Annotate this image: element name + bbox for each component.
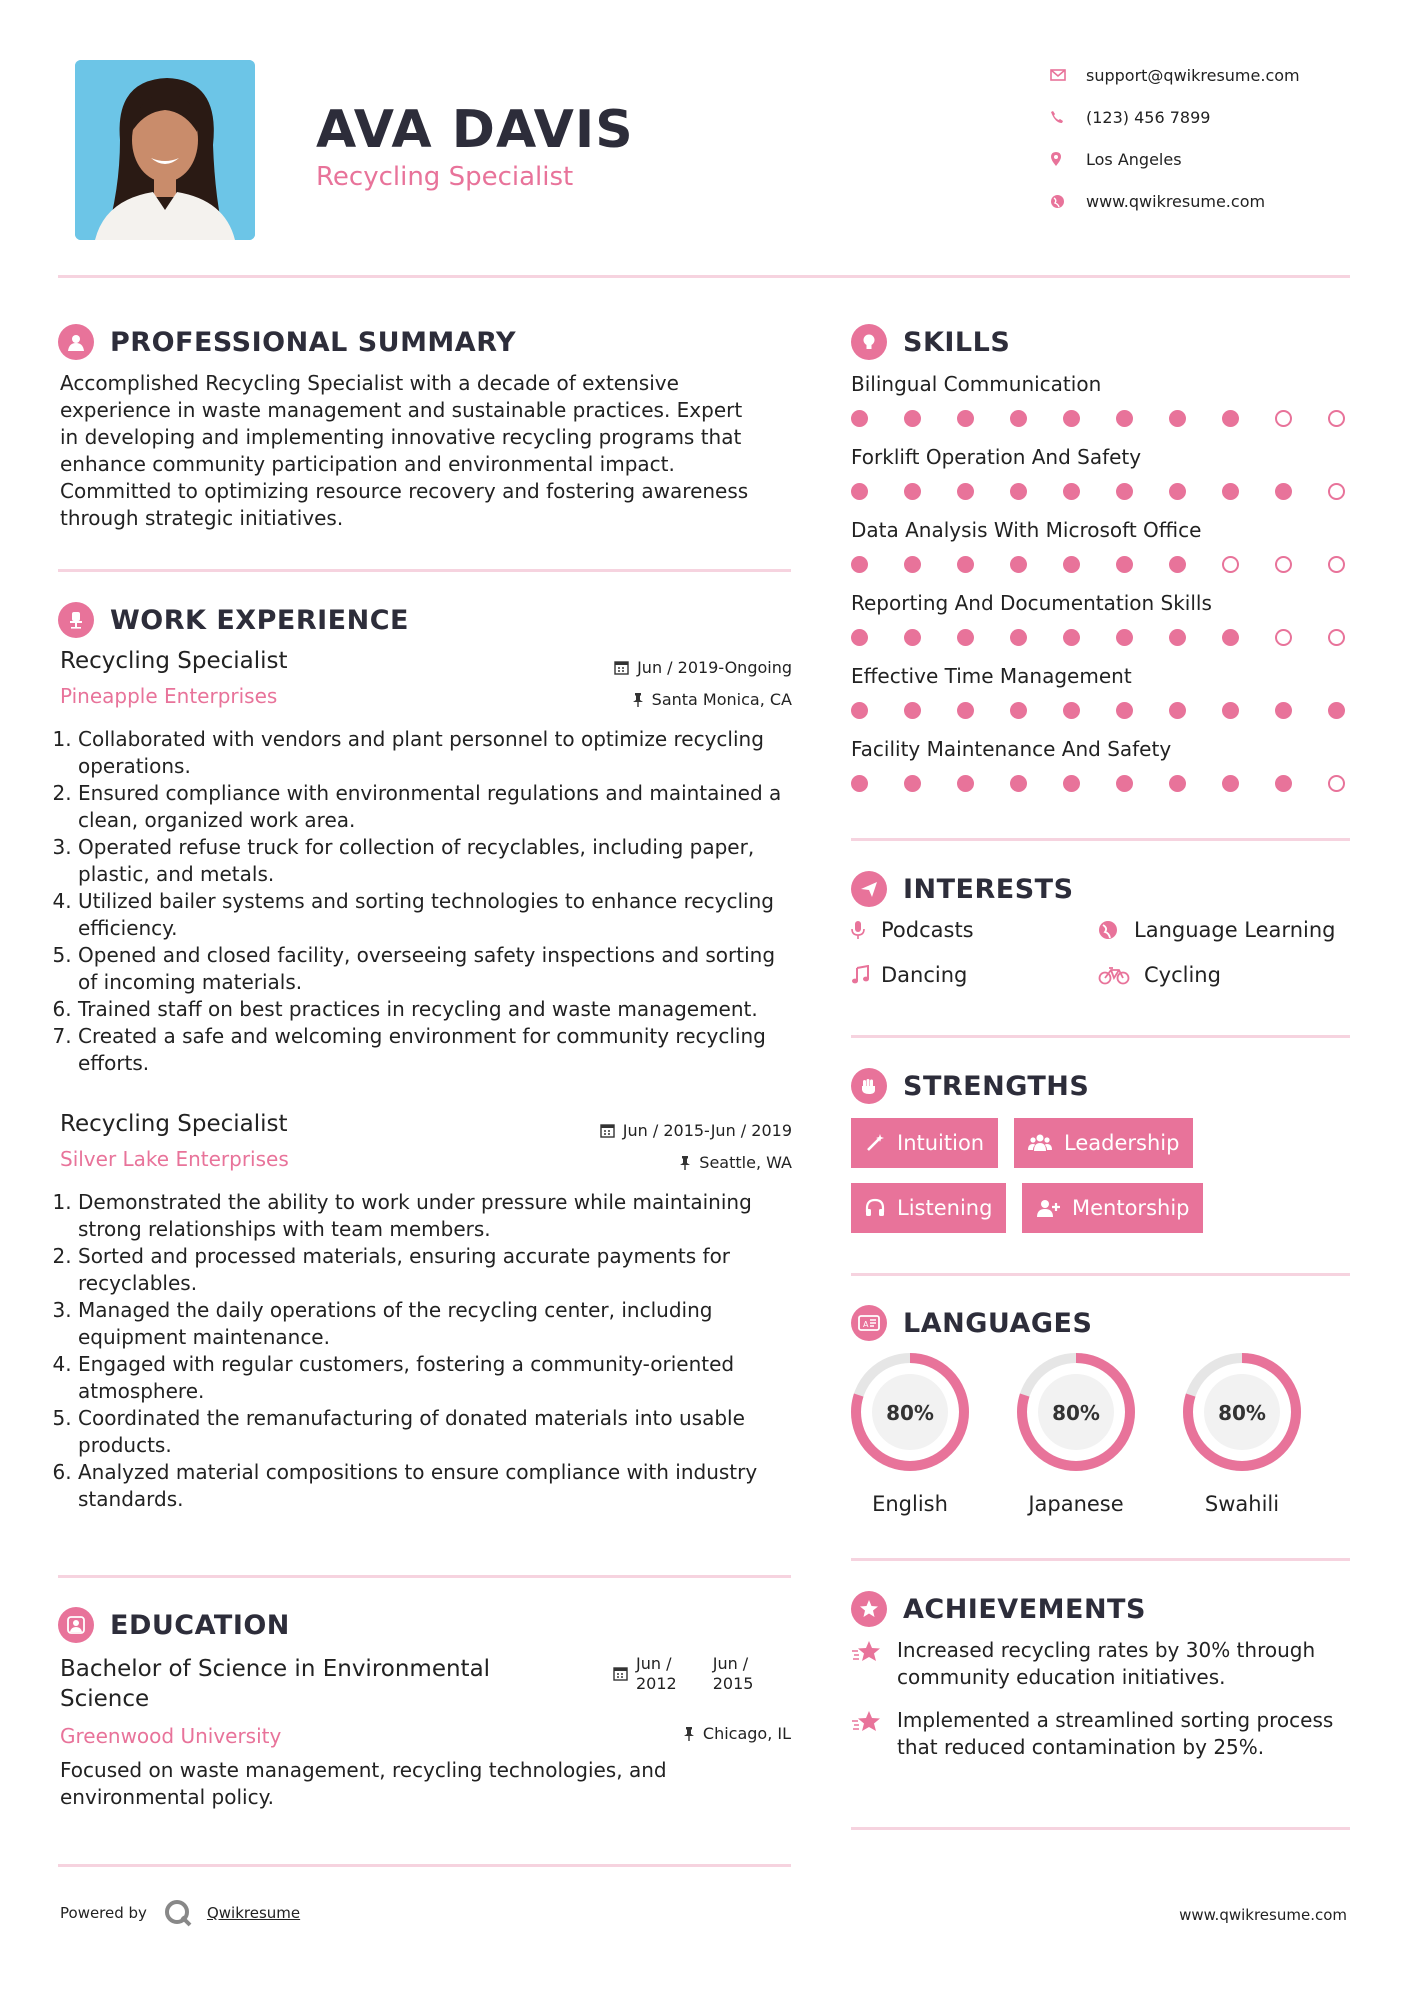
user-plus-icon xyxy=(1036,1198,1060,1218)
skill-dot xyxy=(957,483,974,500)
globe-icon xyxy=(1050,194,1086,209)
skill-dot xyxy=(1275,483,1292,500)
skill-item xyxy=(851,372,1351,430)
skill-dot xyxy=(1328,702,1345,719)
job-role: Recycling Specialist xyxy=(60,648,288,674)
language-percent: 80% xyxy=(1052,1401,1100,1425)
calendar-icon xyxy=(614,660,629,675)
language-name: English xyxy=(872,1492,948,1516)
skill-dot xyxy=(1222,483,1239,500)
star-icon xyxy=(851,1707,897,1761)
svg-text:A: A xyxy=(863,1320,869,1329)
job-entry xyxy=(60,648,792,1077)
degree-line: Bachelor of Science in Environmental xyxy=(60,1656,491,1682)
skill-dot xyxy=(851,775,868,792)
skill-dot xyxy=(1063,702,1080,719)
strength-tag xyxy=(851,1118,998,1168)
skill-dot xyxy=(1063,629,1080,646)
job-location xyxy=(679,1153,792,1172)
strength-label: Leadership xyxy=(1064,1131,1180,1155)
job-company: Silver Lake Enterprises xyxy=(60,1147,289,1171)
skill-dot xyxy=(1116,775,1133,792)
job-bullet: 6. Trained staff on best practices in recycling and waste management. xyxy=(78,996,792,1023)
profile-photo xyxy=(75,60,255,240)
skill-dot xyxy=(1063,410,1080,427)
summary-line: Committed to optimizing resource recovery and fostering awareness xyxy=(60,479,749,503)
date-part: 2015 xyxy=(712,1674,754,1693)
skill-dot xyxy=(1116,410,1133,427)
magic-wand-icon xyxy=(865,1133,885,1153)
contact-email[interactable] xyxy=(1050,54,1350,96)
contact-phone[interactable] xyxy=(1050,96,1350,138)
summary-heading: PROFESSIONAL SUMMARY xyxy=(110,326,517,358)
skill-name: Data Analysis With Microsoft Office xyxy=(851,518,1202,542)
contact-phone-text: (123) 456 7899 xyxy=(1086,107,1211,127)
contact-email-text: support@qwikresume.com xyxy=(1086,65,1300,85)
contact-website-text: www.qwikresume.com xyxy=(1086,191,1266,211)
language-progress-ring xyxy=(1180,1350,1304,1474)
skill-item xyxy=(851,664,1351,722)
skill-name: Facility Maintenance And Safety xyxy=(851,737,1172,761)
strength-label: Mentorship xyxy=(1072,1196,1190,1220)
footer-website[interactable]: www.qwikresume.com xyxy=(1179,1906,1347,1924)
language-percent: 80% xyxy=(1218,1401,1266,1425)
interest-label: Podcasts xyxy=(881,918,974,942)
achievement-text: Implemented a streamlined sorting process that reduced contamination by 25%. xyxy=(897,1708,1334,1759)
skill-rating xyxy=(851,702,1351,722)
skill-rating xyxy=(851,410,1351,430)
contact-location xyxy=(1050,138,1350,180)
skill-dot xyxy=(1169,629,1186,646)
education-section-header xyxy=(58,1607,290,1643)
skill-dot xyxy=(851,483,868,500)
group-icon xyxy=(1028,1133,1052,1153)
skill-dot xyxy=(1116,629,1133,646)
summary-text xyxy=(60,370,800,532)
summary-line: experience in waste management and sustainable practices. Expert xyxy=(60,398,743,422)
job-location-text: Santa Monica, CA xyxy=(651,690,792,709)
skill-dot xyxy=(1010,410,1027,427)
skill-dot xyxy=(1275,629,1292,646)
skill-dot xyxy=(1010,483,1027,500)
skill-dot xyxy=(904,629,921,646)
languages-heading: LANGUAGES xyxy=(903,1307,1093,1339)
work-heading: WORK EXPERIENCE xyxy=(110,604,409,636)
skill-dot xyxy=(1328,483,1345,500)
strength-label: Listening xyxy=(897,1196,993,1220)
skill-dot xyxy=(1169,410,1186,427)
languages-section-header xyxy=(851,1305,1092,1341)
skill-dot xyxy=(1169,775,1186,792)
job-bullet: 3. Managed the daily operations of the recycling center, including equipment maintenance. xyxy=(78,1297,792,1351)
job-bullet: 1. Demonstrated the ability to work under pressure while maintaining strong relationships with team members. xyxy=(78,1189,792,1243)
skill-dot xyxy=(1275,702,1292,719)
headphones-icon xyxy=(865,1198,885,1218)
skill-dot xyxy=(1063,775,1080,792)
achievements-heading: ACHIEVEMENTS xyxy=(903,1593,1146,1625)
job-bullets xyxy=(60,726,792,1077)
skill-dot xyxy=(904,775,921,792)
strength-tag xyxy=(851,1183,1006,1233)
pushpin-icon xyxy=(679,1155,691,1170)
language-card-icon xyxy=(851,1305,887,1341)
education-school: Greenwood University xyxy=(60,1724,282,1748)
job-dates xyxy=(614,658,792,677)
language-progress-ring xyxy=(848,1350,972,1474)
interests-heading: INTERESTS xyxy=(903,873,1074,905)
user-icon xyxy=(58,324,94,360)
language-item xyxy=(1180,1350,1304,1516)
pushpin-icon xyxy=(683,1726,695,1741)
briefcase-chair-icon xyxy=(58,602,94,638)
skill-dot xyxy=(1010,556,1027,573)
summary-line: in developing and implementing innovative recycling programs that xyxy=(60,425,742,449)
interest-item xyxy=(851,918,974,942)
skill-dot xyxy=(1010,629,1027,646)
education-end-date xyxy=(713,1654,754,1694)
skill-dot xyxy=(1275,556,1292,573)
skill-dot xyxy=(1328,410,1345,427)
microphone-icon xyxy=(851,920,879,940)
language-item xyxy=(1014,1350,1138,1516)
graduate-icon xyxy=(58,1607,94,1643)
envelope-icon xyxy=(1050,69,1086,81)
strengths-divider xyxy=(851,1273,1350,1276)
job-bullet: 6. Analyzed material compositions to ensure compliance with industry standards. xyxy=(78,1459,792,1513)
skill-dot xyxy=(1116,483,1133,500)
powered-by-label: Powered by xyxy=(60,1904,147,1922)
qwikresume-logo-icon xyxy=(163,1898,193,1928)
strength-label: Intuition xyxy=(897,1131,985,1155)
language-name: Japanese xyxy=(1028,1492,1124,1516)
strength-tag xyxy=(1014,1118,1193,1168)
job-bullet: 7. Created a safe and welcoming environment for community recycling efforts. xyxy=(78,1023,792,1077)
summary-line: enhance community participation and environmental impact. xyxy=(60,452,675,476)
skill-dot xyxy=(1116,702,1133,719)
location-pin-icon xyxy=(1050,151,1086,167)
calendar-icon xyxy=(600,1123,615,1138)
achievement-item xyxy=(851,1637,1351,1691)
lightbulb-icon xyxy=(851,324,887,360)
skill-item xyxy=(851,591,1351,649)
job-bullet: 3. Operated refuse truck for collection of recyclables, including paper, plastic, and metals. xyxy=(78,834,792,888)
strengths-heading: STRENGTHS xyxy=(903,1070,1090,1102)
job-dates xyxy=(600,1121,792,1140)
skill-dot xyxy=(1222,702,1239,719)
music-note-icon xyxy=(851,965,879,985)
skill-dot xyxy=(1328,775,1345,792)
skill-dot xyxy=(957,702,974,719)
skill-dot xyxy=(904,483,921,500)
education-location xyxy=(683,1724,791,1743)
qwikresume-link[interactable]: Qwikresume xyxy=(206,1904,301,1922)
education-degree xyxy=(60,1654,580,1714)
skill-dot xyxy=(1222,410,1239,427)
date-part: Jun / xyxy=(636,1654,672,1673)
achievements-divider xyxy=(851,1827,1350,1830)
skill-dot xyxy=(957,410,974,427)
candidate-name: AVA DAVIS xyxy=(316,100,634,160)
skill-dot xyxy=(1010,775,1027,792)
globe-icon xyxy=(1098,920,1132,940)
achievements-section-header xyxy=(851,1591,1146,1627)
contact-list xyxy=(1050,54,1350,222)
job-location xyxy=(632,690,792,709)
skill-dot xyxy=(851,629,868,646)
strengths-section-header xyxy=(851,1068,1089,1104)
skill-rating xyxy=(851,629,1351,649)
contact-location-text: Los Angeles xyxy=(1086,149,1182,169)
skill-dot xyxy=(1275,410,1292,427)
job-bullet: 5. Opened and closed facility, overseeing safety inspections and sorting of incoming materials. xyxy=(78,942,792,996)
education-description: Focused on waste management, recycling technologies, and environmental policy. xyxy=(60,1758,667,1809)
star-badge-icon xyxy=(851,1591,887,1627)
language-name: Swahili xyxy=(1204,1492,1280,1516)
skill-dot xyxy=(1010,702,1027,719)
skill-item xyxy=(851,518,1351,576)
summary-line: Accomplished Recycling Specialist with a decade of extensive xyxy=(60,371,679,395)
skill-dot xyxy=(1116,556,1133,573)
skill-rating xyxy=(851,556,1351,576)
job-role: Recycling Specialist xyxy=(60,1111,288,1137)
education-start-date xyxy=(636,1654,677,1694)
skill-dot xyxy=(851,410,868,427)
skill-dot xyxy=(1169,483,1186,500)
skills-divider xyxy=(851,838,1350,841)
languages-divider xyxy=(851,1558,1350,1561)
fist-icon xyxy=(851,1068,887,1104)
skill-item xyxy=(851,737,1351,795)
interests-section-header xyxy=(851,871,1074,907)
skill-name: Bilingual Communication xyxy=(851,372,1102,396)
work-section-header xyxy=(58,602,409,638)
job-bullet: 4. Engaged with regular customers, fostering a community-oriented atmosphere. xyxy=(78,1351,792,1405)
skill-dot xyxy=(1063,483,1080,500)
interest-label: Dancing xyxy=(881,963,968,987)
skill-dot xyxy=(957,775,974,792)
job-company: Pineapple Enterprises xyxy=(60,684,278,708)
skills-heading: SKILLS xyxy=(903,326,1011,358)
pushpin-icon xyxy=(632,692,644,707)
achievement-text: Increased recycling rates by 30% through community education initiatives. xyxy=(897,1638,1316,1689)
skill-name: Effective Time Management xyxy=(851,664,1132,688)
skill-dot xyxy=(1222,775,1239,792)
job-bullet: 2. Sorted and processed materials, ensuring accurate payments for recyclables. xyxy=(78,1243,792,1297)
job-dates-text: Jun / 2015-Jun / 2019 xyxy=(622,1121,792,1140)
skill-dot xyxy=(1328,629,1345,646)
education-divider xyxy=(58,1864,791,1867)
language-percent: 80% xyxy=(886,1401,934,1425)
skill-dot xyxy=(904,556,921,573)
skill-dot xyxy=(1169,702,1186,719)
skill-dot xyxy=(957,556,974,573)
skill-dot xyxy=(851,556,868,573)
interests-divider xyxy=(851,1035,1350,1038)
paper-plane-icon xyxy=(851,871,887,907)
job-bullet: 1. Collaborated with vendors and plant personnel to optimize recycling operations. xyxy=(78,726,792,780)
contact-website[interactable] xyxy=(1050,180,1350,222)
skill-dot xyxy=(1275,775,1292,792)
education-dates xyxy=(613,1654,753,1694)
language-progress-ring xyxy=(1014,1350,1138,1474)
skills-section-header xyxy=(851,324,1010,360)
date-part: 2012 xyxy=(636,1674,677,1693)
candidate-title: Recycling Specialist xyxy=(316,162,574,192)
skill-dot xyxy=(904,702,921,719)
skill-dot xyxy=(851,702,868,719)
degree-line: Science xyxy=(60,1686,150,1712)
phone-icon xyxy=(1050,110,1086,124)
summary-section-header xyxy=(58,324,516,360)
skill-dot xyxy=(957,629,974,646)
job-dates-text: Jun / 2019-Ongoing xyxy=(637,658,792,677)
job-bullet: 2. Ensured compliance with environmental regulations and maintained a clean, organized work area. xyxy=(78,780,792,834)
date-part: Jun / xyxy=(712,1654,749,1673)
star-icon xyxy=(851,1637,897,1691)
calendar-icon xyxy=(613,1654,628,1694)
interest-label: Cycling xyxy=(1144,963,1221,987)
skill-item xyxy=(851,445,1351,503)
job-bullets xyxy=(60,1189,792,1513)
skill-dot xyxy=(1169,556,1186,573)
skill-dot xyxy=(1222,629,1239,646)
education-heading: EDUCATION xyxy=(110,1609,290,1641)
education-location-text: Chicago, IL xyxy=(702,1724,791,1743)
job-location-text: Seattle, WA xyxy=(699,1153,792,1172)
skill-rating xyxy=(851,483,1351,503)
job-entry xyxy=(60,1111,792,1513)
skill-name: Reporting And Documentation Skills xyxy=(851,591,1212,615)
interest-item xyxy=(1098,963,1221,987)
strength-tag xyxy=(1022,1183,1203,1233)
skill-name: Forklift Operation And Safety xyxy=(851,445,1142,469)
language-item xyxy=(848,1350,972,1516)
interest-item xyxy=(1098,918,1335,942)
skill-rating xyxy=(851,775,1351,795)
skill-dot xyxy=(904,410,921,427)
interest-label: Language Learning xyxy=(1134,918,1336,942)
header-divider xyxy=(58,275,1350,278)
work-divider xyxy=(58,1575,791,1578)
skill-dot xyxy=(1063,556,1080,573)
summary-line: through strategic initiatives. xyxy=(60,506,344,530)
bicycle-icon xyxy=(1098,965,1142,985)
interest-item xyxy=(851,963,967,987)
job-bullet: 4. Utilized bailer systems and sorting technologies to enhance recycling efficiency. xyxy=(78,888,792,942)
footer-powered-by xyxy=(60,1898,300,1928)
summary-divider xyxy=(58,569,791,572)
achievement-item xyxy=(851,1707,1351,1761)
skill-dot xyxy=(1222,556,1239,573)
skill-dot xyxy=(1328,556,1345,573)
job-bullet: 5. Coordinated the remanufacturing of donated materials into usable products. xyxy=(78,1405,792,1459)
